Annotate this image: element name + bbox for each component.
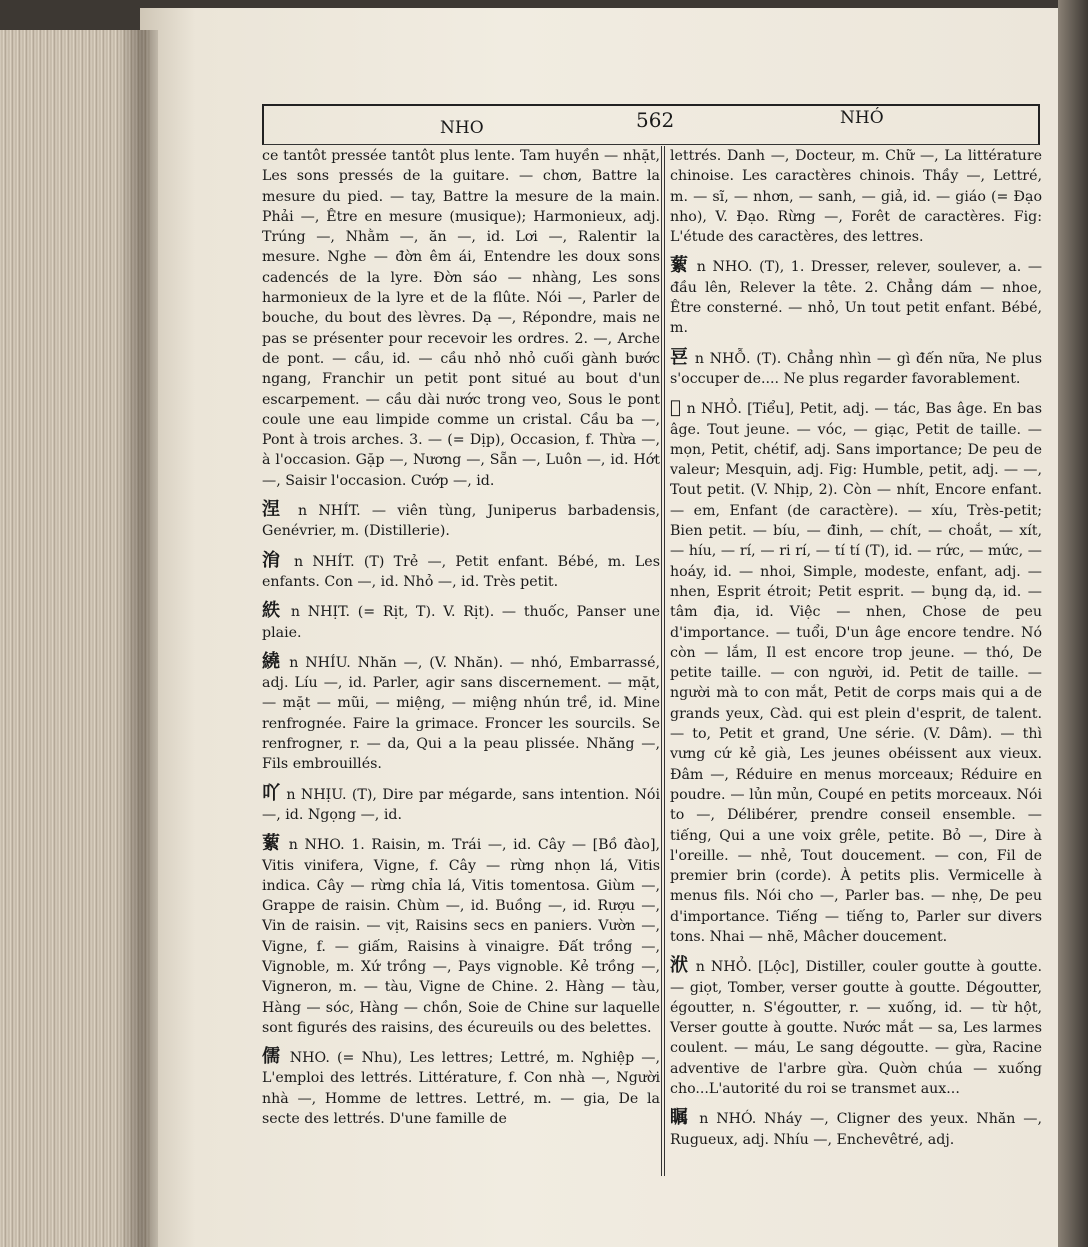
dictionary-entry bbox=[670, 1108, 1042, 1150]
column-divider bbox=[661, 146, 665, 1176]
dictionary-entry bbox=[670, 348, 1042, 390]
dictionary-entry bbox=[670, 256, 1042, 338]
entry-character: 瞩 bbox=[670, 1107, 692, 1129]
entry-headword: n NHÍT. bbox=[293, 553, 355, 570]
entry-headword: n NHỎ. bbox=[686, 401, 742, 418]
entry-headword: n NHO. bbox=[288, 837, 345, 854]
entry-headword: n NHO. bbox=[696, 259, 753, 276]
entry-character: 㳙 bbox=[262, 549, 285, 571]
entry-character: 涅 bbox=[262, 499, 287, 521]
entry-headword: n NHỖ. bbox=[694, 350, 751, 367]
entry-text: lettrés. Danh —, Docteur, m. Chữ —, La littérature chinoise. Les caractères chinois. Thầy —, Lettré, m. — sĩ, — nhơn, — sanh, — giả, id. — giáo (= Đạo nho), V. Đạo. Rừng —, Forêt de caractères. Fig: L'étude des caractères, des lettres. bbox=[670, 148, 1042, 246]
entry-text: (T) Trẻ —, Petit enfant. Bébé, m. Les enfants. Con —, id. Nhỏ —, id. Très petit. bbox=[262, 553, 660, 590]
entry-text: [Tiểu], Petit, adj. — tác, Bas âge. En bas âge. Tout jeune. — vóc, — giạc, Petit de taille. — mọn, Petit, chétif, adj. Sans importance; De peu de valeur; Mesquin, adj. Fig: Humble, petit, adj. — —, Tout petit. (V. Nhịp, 2). Còn — nhít, Encore enfant. — em, Enfant (de caractère). — xíu, Très-petit; Bien petit. — bíu, — đinh, — chít, — choắt, — xít, — híu, — rí, — ri rí, — tí tí (T), id. — rức, — mức, — hoáy, id. — nhoi, Simple, modeste, enfant, adj. — nhen, Esprit étroit; Petit esprit. — bụng dạ, id. — tâm địa, id. Việc — nhen, Chose de peu d'importance. — tuổi, D'un âge encore tendre. Nó còn — lắm, Il est encore trop jeune. — thó, De petite taille. — con người, id. Petit de taille. — người mà to con mắt, Petit de corps mais qui a de grands yeux, Càd. qui est plein d'esprit, de talent. — to, Petit et grand, Une série. (V. Dâm). — thì vưng cứ kẻ già, Les jeunes obéissent aux vieux. Đâm —, Réduire en menus morceaux; Réduire en poudre. — lủn mủn, Coupé en petits morceaux. Nói to —, Délibérer, prendre conseil ensemble. — tiếng, Qui a une voix grêle, petite. Bỏ —, Dire à l'oreille. — nhẻ, Tout doucement. — con, Fil de premier brin (corde). À petits plis. Vermicelle à menus fils. Nói cho —, Parler bas. — nhẹ, De peu d'importance. Tiếng — tiếng to, Parler sur divers tons. Nhai — nhẽ, Mâcher doucement. bbox=[670, 401, 1042, 945]
entry-character: 儒 bbox=[262, 1046, 283, 1068]
right-column bbox=[670, 146, 1042, 1159]
header-left-word: NHO bbox=[440, 118, 484, 138]
entry-text: (T), Dire par mégarde, sans intention. Nói —, id. Ngọng —, id. bbox=[262, 786, 661, 823]
entry-text: (T). Chẳng nhìn — gì đến nữa, Ne plus s'occuper de.... Ne plus regarder favorablement. bbox=[670, 350, 1043, 387]
entry-text: (T), 1. Dresser, relever, soulever, a. — đầu lên, Relever la tête. 2. Chẳng dám — nhoe, Être consterné. — nhỏ, Un tout petit enfant. Bébé, m. bbox=[670, 259, 1043, 337]
entry-text: (= Rịt, T). V. Rịt). — thuốc, Panser une plaie. bbox=[262, 604, 660, 641]
background-right bbox=[1058, 0, 1088, 1247]
entry-headword: n NHỊU. bbox=[286, 786, 347, 803]
dictionary-entry bbox=[262, 834, 660, 1038]
entry-text: [Lộc], Distiller, couler goutte à goutte. — giọt, Tomber, verser goutte à goutte. Dégoutter, égoutter, n. S'égoutter, r. — xuống, id. — từ hột, Verser goutte à goutte. Nước mắt — sa, Les larmes coulent. — máu, Le sang dégoutte. — gừa, Racine adventive de l'arbre gừa. Quờn chúa — xuống cho...L'autorité du roi se transmet aux... bbox=[670, 959, 1043, 1098]
entry-text: — viên tùng, Juniperus barbadensis, Genévrier, m. (Distillerie). bbox=[262, 503, 660, 540]
entry-character: 蕠 bbox=[670, 255, 691, 277]
dictionary-entry bbox=[262, 500, 660, 542]
entry-text: 1. Raisin, m. Trái —, id. Cây — [Bồ đào], Vitis vinifera, Vigne, f. Cây — rừng nhọn lá, Vitis indica. Cây — rừng chỉa lá, Vitis tomentosa. Giùm —, Grappe de raisin. Chùm —, id. Buồng —, id. Rượu —, Vin de raisin. — vịt, Raisins secs en paniers. Vườn —, Vigne, f. — giấm, Raisins à vinaigre. Đất trồng —, Vignoble, m. Xứ trồng —, Pays vignoble. Kẻ trồng —, Vigneron, m. — tàu, Vigne de Chine. 2. Hàng — tàu, Hàng — sóc, Hàng — chồn, Soie de Chine sur laquelle sont figurés des raisins, des écureuils ou des belettes. bbox=[262, 837, 661, 1036]
entry-character: 蕠 bbox=[262, 833, 283, 855]
dictionary-entry bbox=[670, 956, 1042, 1099]
entry-character: 𡮈 bbox=[670, 397, 682, 419]
entry-character: 䜳 bbox=[670, 346, 690, 368]
entry-headword: n NHỎ. bbox=[695, 959, 752, 976]
entry-character: 紩 bbox=[262, 600, 284, 622]
dictionary-entry bbox=[262, 784, 660, 826]
entry-headword: n NHỊT. bbox=[290, 604, 351, 621]
running-header bbox=[262, 104, 1040, 145]
entry-headword: n NHÍU. bbox=[289, 654, 351, 671]
dictionary-entry bbox=[262, 652, 660, 775]
entry-character: 吖 bbox=[262, 782, 281, 804]
dictionary-entry bbox=[262, 146, 660, 491]
entry-text: (= Nhu), Les lettres; Lettré, m. Nghiệp —, L'emploi des lettrés. Littérature, f. Con nhà —, Người nhà —, Homme de lettres. Lettré, m. — gia, De la secte des lettrés. D'une famille de bbox=[262, 1050, 660, 1128]
entry-headword: n NHÍT. bbox=[297, 503, 361, 520]
page-number: 562 bbox=[636, 108, 675, 132]
dictionary-entry bbox=[262, 1047, 660, 1129]
left-column bbox=[262, 146, 660, 1138]
entry-headword: n NHÓ. bbox=[699, 1111, 757, 1128]
entry-character: 洑 bbox=[670, 955, 690, 977]
dictionary-entry bbox=[670, 398, 1042, 947]
dictionary-entry bbox=[262, 601, 660, 643]
entry-text: Nháy —, Cligner des yeux. Nhăn —, Rugueux, adj. Nhíu —, Enchevêtré, adj. bbox=[670, 1111, 1042, 1148]
entry-character: 繞 bbox=[262, 650, 283, 672]
gutter-shadow bbox=[118, 30, 158, 1247]
header-right-word: NHÓ bbox=[840, 108, 884, 128]
entry-text: Nhăn —, (V. Nhăn). — nhó, Embarrassé, adj. Líu —, id. Parler, agir sans discernement. — mặt, — mặt — mũi, — miệng, — miệng nhún trề, id. Mine renfrognée. Faire la grimace. Froncer les sourcils. Se renfrogner, r. — da, Qui a la peau plissée. Nhăng —, Fils embrouillés. bbox=[262, 654, 661, 773]
entry-text: ce tantôt pressée tantôt plus lente. Tam huyền — nhặt, Les sons pressés de la guitare. — chơn, Battre la mesure du pied. — tay, Battre la mesure de la main. Phải —, Être en mesure (musique); Harmonieux, adj. Trúng —, Nhằm —, ăn —, id. Lơi —, Ralentir la mesure. Nghe — đờn êm ái, Entendre les doux sons cadencés de la lyre. Đờn sáo — nhàng, Les sons harmonieux de la lyre et de la flûte. Nói —, Parler de bouche, du bout des lèvres. Dạ —, Répondre, mais ne pas se présenter pour recevoir les ordres. 2. —, Arche de pont. — cầu, id. — cầu nhỏ nhỏ cuối gành bước ngang, Franchir un petit pont situé au bout d'un escarpement. — cầu dài nước trong veo, Sous le pont coule une eau limpide comme un cristal. Cầu ba —, Pont à trois arches. 3. — (= Dịp), Occasion, f. Thừa —, à l'occasion. Gặp —, Nương —, Sẵn —, Luôn —, id. Hớt —, Saisir l'occasion. Cướp —, id. bbox=[262, 148, 660, 489]
dictionary-entry bbox=[670, 146, 1042, 247]
entry-headword: NHO. bbox=[289, 1050, 330, 1067]
dictionary-entry bbox=[262, 551, 660, 593]
